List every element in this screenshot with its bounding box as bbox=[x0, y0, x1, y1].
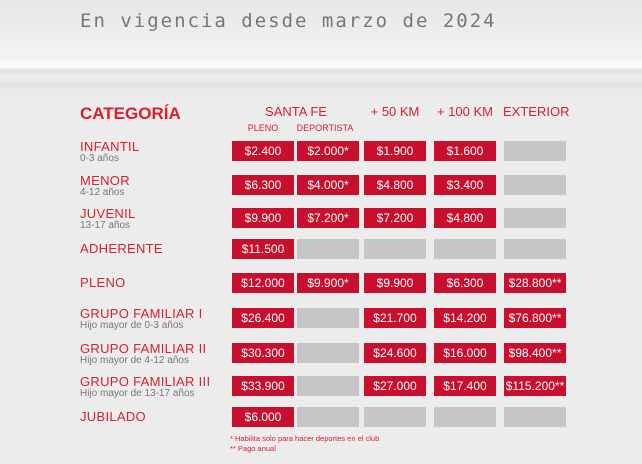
price-cell: $9.900 bbox=[232, 208, 294, 228]
paper-crease-shadow bbox=[0, 80, 642, 90]
price-cell: $6.300 bbox=[434, 273, 496, 293]
exterior-header: EXTERIOR bbox=[503, 104, 570, 119]
category-age-range: Hijo mayor de 13-17 años bbox=[80, 388, 195, 399]
price-cell: $11.500 bbox=[232, 239, 294, 259]
empty-price-cell bbox=[504, 407, 566, 427]
price-cell: $14.200 bbox=[434, 308, 496, 328]
category-name: ADHERENTE bbox=[80, 241, 163, 256]
category-name: JUVENIL bbox=[80, 206, 136, 221]
category-age-range: 4-12 años bbox=[80, 187, 125, 198]
paper-crease bbox=[0, 58, 642, 76]
empty-price-cell bbox=[297, 239, 359, 259]
price-cell: $1.600 bbox=[434, 141, 496, 161]
validity-heading: En vigencia desde marzo de 2024 bbox=[80, 10, 497, 32]
empty-price-cell bbox=[297, 308, 359, 328]
price-cell: $2.000* bbox=[297, 141, 359, 161]
empty-price-cell bbox=[434, 239, 496, 259]
empty-price-cell bbox=[364, 407, 426, 427]
price-cell: $12.000 bbox=[232, 273, 294, 293]
price-cell: $33.900 bbox=[232, 376, 294, 396]
category-name: GRUPO FAMILIAR I bbox=[80, 306, 203, 321]
empty-price-cell bbox=[297, 407, 359, 427]
price-cell: $4.800 bbox=[434, 208, 496, 228]
empty-price-cell bbox=[297, 376, 359, 396]
pleno-subheader: PLENO bbox=[247, 123, 279, 133]
category-age-range: 13-17 años bbox=[80, 220, 131, 231]
category-name: JUBILADO bbox=[80, 409, 146, 424]
price-cell: $7.200* bbox=[297, 208, 359, 228]
price-cell: $3.400 bbox=[434, 175, 496, 195]
price-cell: $98.400** bbox=[504, 343, 566, 363]
price-cell: $16.000 bbox=[434, 343, 496, 363]
empty-price-cell bbox=[434, 407, 496, 427]
category-age-range: 0-3 años bbox=[80, 153, 119, 164]
category-name: GRUPO FAMILIAR II bbox=[80, 341, 207, 356]
price-cell: $17.400 bbox=[434, 376, 496, 396]
price-cell: $2.400 bbox=[232, 141, 294, 161]
category-header: CATEGORÍA bbox=[80, 104, 181, 123]
price-cell: $7.200 bbox=[364, 208, 426, 228]
price-cell: $9.900* bbox=[297, 273, 359, 293]
price-cell: $30.300 bbox=[232, 343, 294, 363]
price-cell: $27.000 bbox=[364, 376, 426, 396]
empty-price-cell bbox=[504, 175, 566, 195]
price-cell: $21.700 bbox=[364, 308, 426, 328]
km50-header: + 50 KM bbox=[370, 104, 420, 119]
price-cell: $9.900 bbox=[364, 273, 426, 293]
category-name: MENOR bbox=[80, 173, 130, 188]
price-cell: $6.300 bbox=[232, 175, 294, 195]
empty-price-cell bbox=[504, 239, 566, 259]
price-cell: $26.400 bbox=[232, 308, 294, 328]
price-cell: $1.900 bbox=[364, 141, 426, 161]
footnote-annual: ** Pago anual bbox=[230, 444, 276, 453]
category-name: PLENO bbox=[80, 275, 126, 290]
price-cell: $24.600 bbox=[364, 343, 426, 363]
category-name: GRUPO FAMILIAR III bbox=[80, 374, 211, 389]
price-cell: $4.000* bbox=[297, 175, 359, 195]
km100-header: + 100 KM bbox=[436, 104, 493, 119]
deportista-subheader: DEPORTISTA bbox=[296, 123, 354, 133]
category-age-range: Hijo mayor de 0-3 años bbox=[80, 320, 184, 331]
empty-price-cell bbox=[364, 239, 426, 259]
price-cell: $6.000 bbox=[232, 407, 294, 427]
price-cell: $4.800 bbox=[364, 175, 426, 195]
footnote-deportista: * Habilita solo para hacer deportes en el club bbox=[230, 434, 380, 443]
price-cell: $28.800** bbox=[504, 273, 566, 293]
empty-price-cell bbox=[504, 208, 566, 228]
price-cell: $115.200** bbox=[504, 376, 566, 396]
empty-price-cell bbox=[297, 343, 359, 363]
price-cell: $76.800** bbox=[504, 308, 566, 328]
santa-fe-header: SANTA FE bbox=[265, 104, 327, 119]
category-age-range: Hijo mayor de 4-12 años bbox=[80, 355, 189, 366]
category-name: INFANTIL bbox=[80, 139, 140, 154]
empty-price-cell bbox=[504, 141, 566, 161]
